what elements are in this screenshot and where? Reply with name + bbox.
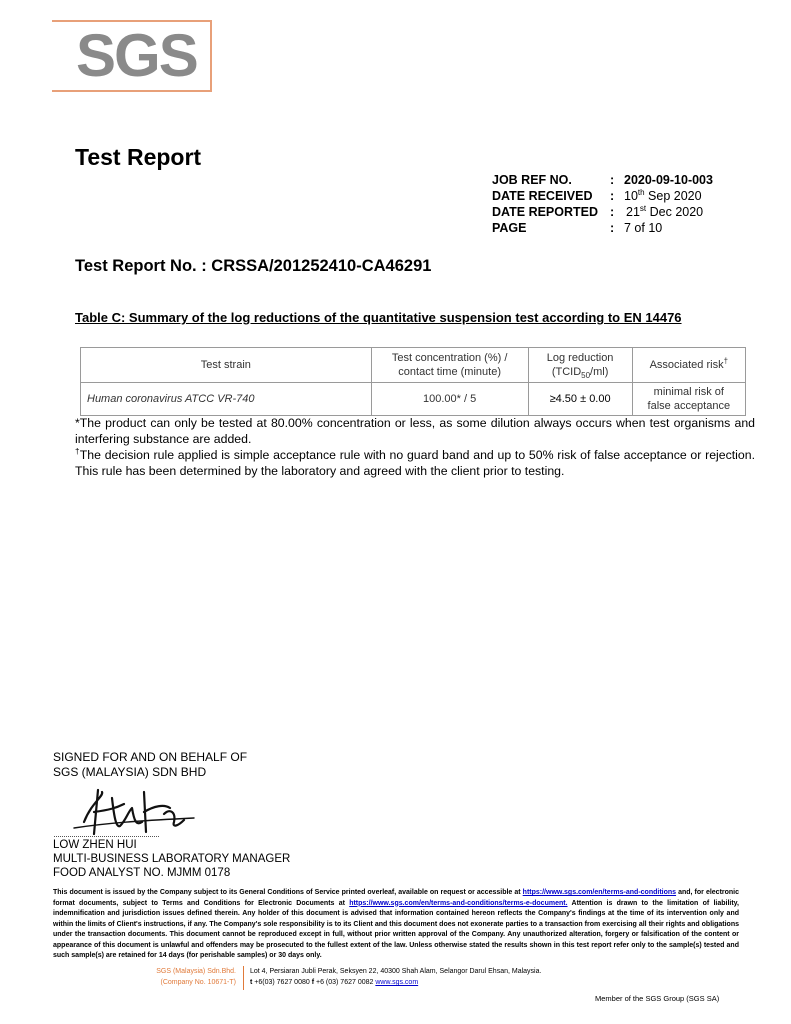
footer-divider xyxy=(243,966,244,990)
note-concentration: *The product can only be tested at 80.00% concentration or less, as some dilution always occurs when test organisms and interfering substance are added. xyxy=(75,416,755,446)
footer-address: Lot 4, Persiaran Jubli Perak, Seksyen 22, 40300 Shah Alam, Selangor Darul Ehsan, Malaysia. xyxy=(250,968,542,975)
cell-test-strain: Human coronavirus ATCC VR-740 xyxy=(81,383,372,416)
terms-link[interactable]: https://www.sgs.com/en/terms-and-conditions xyxy=(522,889,677,896)
table-header-row xyxy=(81,348,746,383)
footer-contact xyxy=(250,966,541,988)
header-risk-mark: † xyxy=(723,356,729,366)
table-caption: Table C: Summary of the log reductions of the quantitative suspension test according to EN 14476 xyxy=(75,310,682,325)
table-notes xyxy=(75,415,755,479)
signed-line2: SGS (MALAYSIA) SDN BHD xyxy=(53,765,207,779)
meta-colon: : xyxy=(610,221,615,235)
header-risk-label: Associated risk xyxy=(649,359,724,371)
fax-number: +6 (03) 7627 0082 xyxy=(314,979,376,986)
header-conc-line2: contact time (minute) xyxy=(398,366,501,378)
disclaimer-part2: and, for electronic format documents, subject to Terms and Conditions for Electronic Documents at xyxy=(53,889,740,907)
signature-graphic xyxy=(54,782,204,840)
date-month-year: Dec 2020 xyxy=(646,205,704,219)
e-document-terms-link[interactable]: https://www.sgs.com/en/terms-and-conditions/terms-e-document. xyxy=(349,899,568,907)
cell-associated-risk xyxy=(632,383,745,416)
header-conc-line1: Test concentration (%) / xyxy=(391,352,508,364)
phone-number: +6(03) 7627 0080 xyxy=(252,979,312,986)
cell-test-concentration: 100.00* / 5 xyxy=(371,383,528,416)
signature-line xyxy=(54,836,159,837)
meta-colon: : xyxy=(610,189,615,203)
risk-line1: minimal risk of xyxy=(653,386,724,398)
page-title: Test Report xyxy=(75,144,202,170)
disclaimer-part3: Attention is drawn to the limitation of liability, indemnification and jurisdiction issues defined therein. Any holder of this document is advised that information contained hereon reflects the Company's findings at the time of its intervention only and within the limits of Client's instructions, if any. The Company's sole responsibility is to its Client and this document does not exonerate parties to a transaction from exercising all their rights and obligations under the transaction documents. This document cannot be reproduced except in full, without prior written approval of the Company. Any unauthorized alteration, forgery or falsification of the content or appearance of this document is unlawful and offenders may be prosecuted to the fullest extent of the law. Unless otherwise stated the results shown in this test report refer only to the sample(s) tested and such sample(s) are retained for 14 days (for perishable samples) or 30 days only. xyxy=(53,899,739,959)
results-table xyxy=(80,347,746,416)
sgs-logo xyxy=(52,20,212,92)
logo-frame-right xyxy=(210,20,212,92)
note-mark: † xyxy=(75,446,80,456)
meta-key: DATE REPORTED xyxy=(492,205,599,219)
meta-value xyxy=(624,188,702,204)
logo-frame-bottom xyxy=(52,90,212,92)
signer-details xyxy=(53,838,290,880)
footer-company-no: (Company No. 10671-T) xyxy=(160,979,236,986)
header-log-sub: 50 xyxy=(581,371,591,381)
meta-value xyxy=(626,204,703,220)
signed-line1: SIGNED FOR AND ON BEHALF OF xyxy=(53,750,248,764)
signer-name: LOW ZHEN HUI xyxy=(53,839,137,851)
cell-log-reduction: ≥4.50 ± 0.00 xyxy=(528,383,632,416)
handwritten-signature xyxy=(54,782,204,840)
note-decision-rule xyxy=(75,447,755,479)
report-number: Test Report No. : CRSSA/201252410-CA46291 xyxy=(75,257,432,275)
header-log-unit-end: /ml) xyxy=(590,366,609,378)
header-test-concentration xyxy=(371,348,528,383)
meta-value: 2020-09-10-003 xyxy=(624,173,713,187)
header-log-line1: Log reduction xyxy=(546,352,614,364)
date-month-year: Sep 2020 xyxy=(644,189,702,203)
meta-key: PAGE xyxy=(492,221,527,235)
table-row xyxy=(81,383,746,416)
logo-text: SGS xyxy=(76,22,197,89)
meta-key: JOB REF NO. xyxy=(492,173,572,187)
footer-company-name: SGS (Malaysia) Sdn.Bhd. xyxy=(156,968,236,975)
phone-label: t xyxy=(250,979,253,986)
website-link[interactable]: www.sgs.com xyxy=(375,979,419,986)
meta-colon: : xyxy=(610,173,615,187)
footer-company xyxy=(150,966,236,988)
header-log-unit: (TCID xyxy=(551,366,582,378)
fax-label: f xyxy=(311,979,315,986)
signer-role: MULTI-BUSINESS LABORATORY MANAGER xyxy=(53,853,291,865)
disclaimer-part1: This document is issued by the Company subject to its General Conditions of Service printed overleaf, available on request or accessible at xyxy=(53,889,523,896)
risk-line2: false acceptance xyxy=(647,400,731,412)
meta-value: 7 of 10 xyxy=(624,221,663,235)
header-associated-risk xyxy=(632,348,745,383)
header-test-strain: Test strain xyxy=(81,348,372,383)
legal-disclaimer xyxy=(53,888,739,962)
date-day: 10 xyxy=(624,189,638,203)
header-log-reduction xyxy=(528,348,632,383)
signed-on-behalf xyxy=(53,750,247,780)
date-day: 21 xyxy=(626,205,640,219)
member-of-group: Member of the SGS Group (SGS SA) xyxy=(595,994,720,1003)
date-suffix: st xyxy=(639,203,647,213)
meta-key: DATE RECEIVED xyxy=(492,189,593,203)
signer-license: FOOD ANALYST NO. MJMM 0178 xyxy=(53,867,231,879)
note-text: The decision rule applied is simple acceptance rule with no guard band and up to 50% risk of false acceptance or rejection. This rule has been determined by the laboratory and agreed with the client prior to testing. xyxy=(75,448,756,478)
meta-colon: : xyxy=(610,205,615,219)
footer-phone-fax xyxy=(250,977,541,988)
date-suffix: th xyxy=(637,187,645,197)
